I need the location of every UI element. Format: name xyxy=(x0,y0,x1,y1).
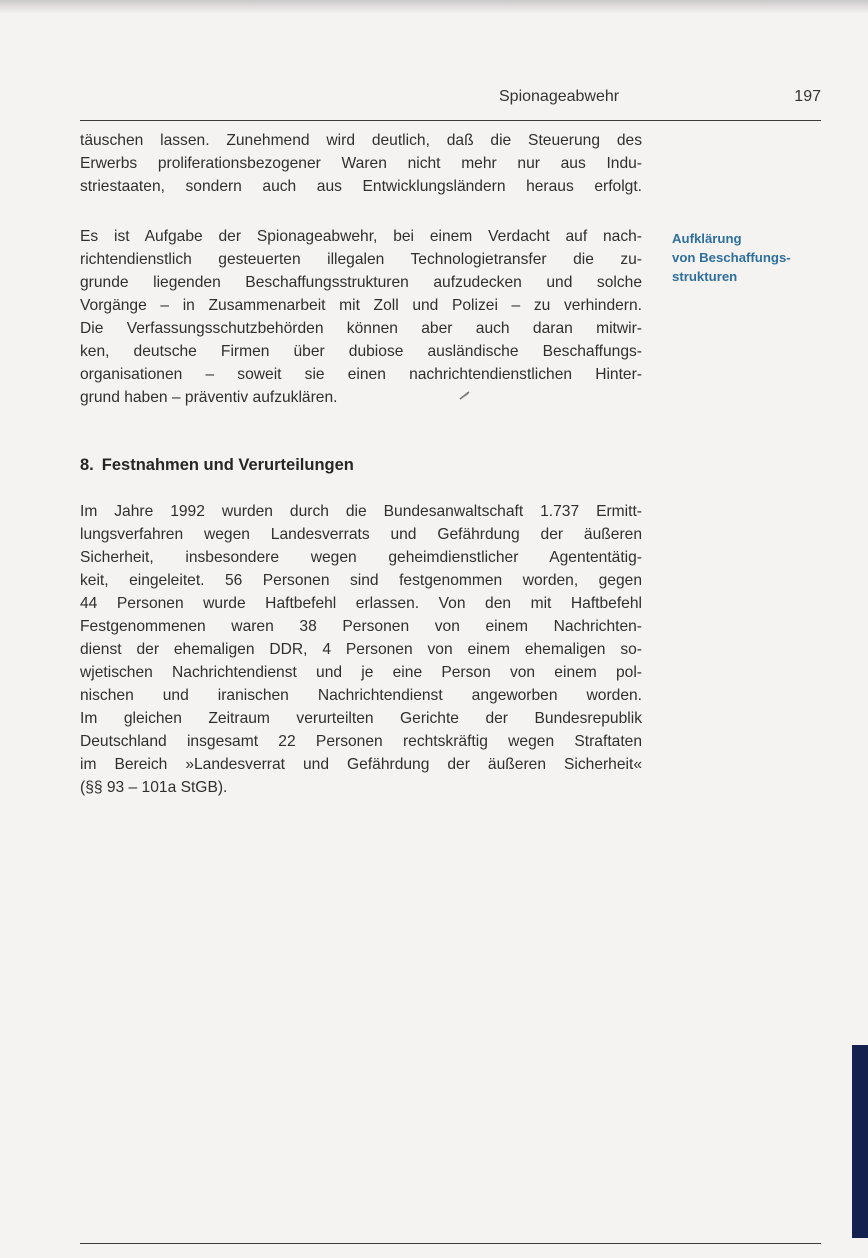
section-heading xyxy=(80,456,354,475)
text-line: 44 Personen wurde Haftbefehl erlassen. Von den mit Haftbefehl xyxy=(80,595,642,612)
text-line: Es ist Aufgabe der Spionageabwehr, bei einem Verdacht auf nach- xyxy=(80,228,642,245)
text-line: keit, eingeleitet. 56 Personen sind festgenommen worden, gegen xyxy=(80,572,642,589)
text-line: Deutschland insgesamt 22 Personen rechtskräftig wegen Straftaten xyxy=(80,733,642,750)
section-title: Festnahmen und Verurteilungen xyxy=(101,456,354,474)
text-line: Festgenommenen waren 38 Personen von einem Nachrichten- xyxy=(80,618,642,635)
running-title: Spionageabwehr xyxy=(499,88,620,105)
text-line: wjetischen Nachrichtendienst und je eine Person von einem pol- xyxy=(80,664,642,681)
footer-rule xyxy=(80,1243,821,1244)
text-line: lungsverfahren wegen Landesverrats und Gefährdung der äußeren xyxy=(80,526,642,543)
page-number: 197 xyxy=(794,88,821,105)
margin-note-line: von Beschaffungs- xyxy=(672,250,791,265)
text-line: Die Verfassungsschutzbehörden können aber auch daran mitwir- xyxy=(80,320,642,337)
pen-mark-icon xyxy=(459,390,471,400)
scan-top-edge xyxy=(0,0,868,14)
margin-note-line: Aufklärung xyxy=(672,231,742,246)
text-line: Sicherheit, insbesondere wegen geheimdienstlicher Agententätig- xyxy=(80,549,642,566)
margin-note-line: strukturen xyxy=(672,269,738,284)
section-number: 8. xyxy=(80,456,94,474)
page-header xyxy=(80,86,821,121)
text-line: grund haben – präventiv aufzuklären. xyxy=(80,389,338,406)
text-line: organisationen – soweit sie einen nachrichtendienstlichen Hinter- xyxy=(80,366,642,383)
text-line: nischen und iranischen Nachrichtendienst angeworben worden. xyxy=(80,687,642,704)
text-line: Vorgänge – in Zusammenarbeit mit Zoll und Polizei – zu verhindern. xyxy=(80,297,642,314)
text-line: dienst der ehemaligen DDR, 4 Personen von einem ehemaligen so- xyxy=(80,641,642,658)
margin-note xyxy=(672,229,791,286)
text-line: richtendienstlich gesteuerten illegalen Technologietransfer die zu- xyxy=(80,251,642,268)
text-line: (§§ 93 – 101a StGB). xyxy=(80,779,228,796)
edge-marker-bar xyxy=(852,1045,868,1238)
text-line: im Bereich »Landesverrat und Gefährdung der äußeren Sicherheit« xyxy=(80,756,642,773)
text-line: striestaaten, sondern auch aus Entwicklungsländern heraus erfolgt. xyxy=(80,178,642,195)
text-line: Erwerbs proliferationsbezogener Waren nicht mehr nur aus Indu- xyxy=(80,155,642,172)
text-line: täuschen lassen. Zunehmend wird deutlich, daß die Steuerung des xyxy=(80,132,642,149)
text-line: Im Jahre 1992 wurden durch die Bundesanwaltschaft 1.737 Ermitt- xyxy=(80,503,642,520)
text-line: ken, deutsche Firmen über dubiose ausländische Beschaffungs- xyxy=(80,343,642,360)
text-line: grunde liegenden Beschaffungsstrukturen aufzudecken und solche xyxy=(80,274,642,291)
text-line: Im gleichen Zeitraum verurteilten Gerichte der Bundesrepublik xyxy=(80,710,642,727)
